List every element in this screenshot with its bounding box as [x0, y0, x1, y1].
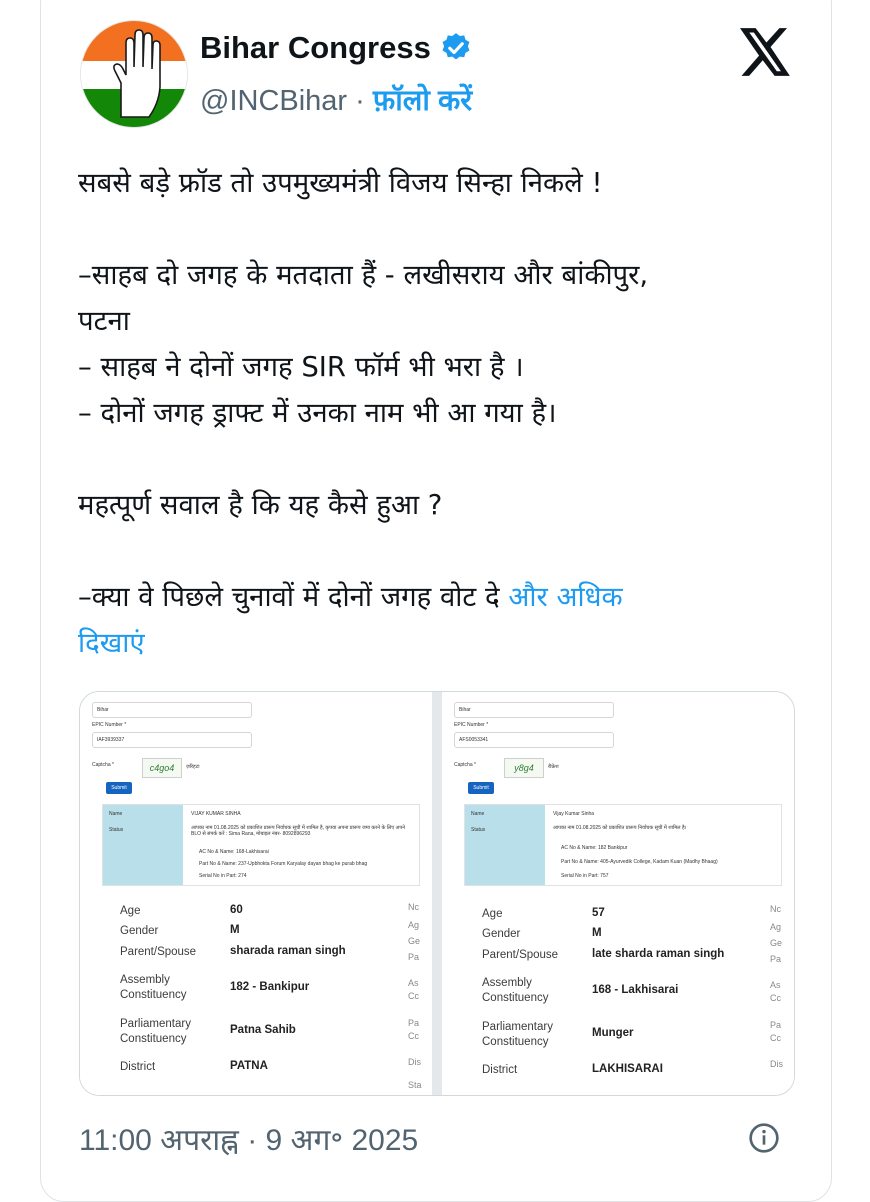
tweet-line: – साहब ने दोनों जगह SIR फॉर्म भी भरा है ।: [78, 351, 524, 383]
detail-label-gender: Gender: [482, 928, 521, 940]
tweet-line: – दोनों जगह ड्राफ्ट में उनका नाम भी आ गया है।: [78, 397, 557, 429]
result-status-label: Status: [109, 827, 124, 833]
account-name-row: [200, 30, 473, 66]
cut-label: Nc: [408, 902, 419, 912]
media-image-right[interactable]: [442, 692, 794, 1095]
detail-value-parliamentary: Patna Sahib: [230, 1024, 296, 1036]
detail-label-district: District: [482, 1064, 518, 1076]
captcha-image: y8g4: [504, 758, 544, 778]
result-name-label: Name: [471, 811, 485, 817]
tweet-date: 9 अग॰ 2025: [265, 1124, 419, 1157]
result-label-column: [465, 805, 545, 885]
cut-label: Pa: [408, 952, 420, 962]
detail-label-assembly-2: Constituency: [120, 989, 187, 1001]
result-part: Part No & Name: 405-Ayurvedik College, Kadam Kuan (Madhy Bhaag): [561, 859, 718, 865]
cut-label: Ge: [408, 936, 421, 946]
state-select: [454, 702, 614, 718]
state-select-value: Bihar: [459, 707, 471, 713]
detail-value-parent: sharada raman singh: [230, 945, 346, 957]
cut-label: Cc: [770, 993, 781, 1003]
epic-label: EPIC Number *: [454, 722, 489, 728]
tweet-timestamp[interactable]: [79, 1118, 418, 1159]
tweet-line: –साहब दो जगह के मतदाता हैं - लखीसराय और बांकीपुर,: [78, 259, 649, 291]
cut-label: Dis: [770, 1059, 783, 1069]
verified-badge-icon: [439, 31, 473, 65]
epic-label: EPIC Number *: [92, 722, 127, 728]
detail-value-parliamentary: Munger: [592, 1027, 634, 1039]
result-box: [102, 804, 420, 886]
result-status-text: आपका नाम 01.08.2025 को प्रकाशित प्रारूप निर्वाचक सूची में शामिल है, कृपया अपना प्रारूप जमा करने के लिए अपने BLO से संपर्क करें : Sima Rana, मोबाइल नंबर- 8092896293: [191, 825, 405, 837]
submit-button: Submit: [106, 782, 132, 794]
x-logo-icon[interactable]: [740, 28, 792, 76]
detail-label-gender: Gender: [120, 925, 159, 937]
detail-label-parliamentary: Parliamentary: [482, 1021, 553, 1033]
follow-button[interactable]: फ़ॉलो करें: [372, 85, 473, 117]
voter-details: [80, 892, 432, 1095]
cut-label: Sta: [408, 1080, 422, 1090]
captcha-image: c4go4: [142, 758, 182, 778]
detail-label-parliamentary: Parliamentary: [120, 1018, 191, 1030]
captcha-label: Captcha *: [92, 762, 114, 768]
cut-label: Ge: [770, 938, 783, 948]
cut-label: Pa: [770, 954, 782, 964]
result-name-value: Vijay Kumar Sinha: [553, 811, 595, 817]
account-handle[interactable]: @INCBihar: [200, 85, 348, 117]
tweet-text: [78, 160, 778, 666]
tweet-time: 11:00 अपराह्न: [79, 1124, 239, 1157]
captcha-refresh: रीफ्रेश: [548, 764, 559, 770]
detail-value-age: 60: [230, 904, 243, 916]
tweet-line: पटना: [78, 305, 130, 337]
tweet-line: महत्पूर्ण सवाल है कि यह कैसे हुआ ?: [78, 489, 443, 521]
detail-label-parent: Parent/Spouse: [120, 946, 197, 958]
cut-label: As: [770, 980, 781, 990]
cut-label: As: [408, 978, 419, 988]
cut-label: Dis: [408, 1057, 421, 1067]
media-divider: [432, 692, 442, 1095]
detail-label-assembly-2: Constituency: [482, 992, 549, 1004]
cut-label: Cc: [408, 1031, 419, 1041]
result-serial: Serial No in Part: 274: [199, 873, 247, 879]
result-label-column: [103, 805, 183, 885]
epic-input: [454, 732, 614, 748]
detail-value-district: PATNA: [230, 1060, 268, 1072]
result-part: Part No & Name: 237-Upbhokta Forum Karyalay dayan bhag ke purab bhag: [199, 861, 368, 867]
result-status-text: आपका नाम 01.08.2025 को प्रकाशित प्रारूप निर्वाचक सूची में शामिल है।: [553, 825, 687, 831]
cut-label: Pa: [408, 1018, 420, 1028]
epic-value: IAF3939337: [97, 737, 125, 743]
result-box: [464, 804, 782, 886]
detail-value-parent: late sharda raman singh: [592, 948, 725, 960]
detail-value-assembly: 182 - Bankipur: [230, 981, 310, 993]
timestamp-separator: ·: [247, 1124, 258, 1157]
epic-value: AFS0053341: [459, 737, 489, 743]
handle-separator: ·: [355, 85, 365, 117]
captcha-refresh: ज़रिहटा: [186, 764, 200, 770]
profile-avatar[interactable]: [80, 20, 188, 128]
tweet-line: सबसे बड़े फ्रॉड तो उपमुख्यमंत्री विजय सिन्हा निकले !: [78, 167, 603, 199]
show-more-link-2[interactable]: दिखाएं: [78, 627, 145, 659]
detail-value-gender: M: [230, 924, 240, 936]
state-select: [92, 702, 252, 718]
detail-label-district: District: [120, 1061, 156, 1073]
cut-label: Ag: [408, 920, 420, 930]
captcha-label: Captcha *: [454, 762, 476, 768]
state-select-value: Bihar: [97, 707, 109, 713]
voter-details: [442, 892, 794, 1095]
detail-label-parent: Parent/Spouse: [482, 949, 559, 961]
detail-value-age: 57: [592, 907, 605, 919]
detail-value-assembly: 168 - Lakhisarai: [592, 984, 679, 996]
tweet-line: [78, 574, 778, 620]
epic-input: [92, 732, 252, 748]
tweet-media[interactable]: [79, 691, 795, 1096]
info-icon[interactable]: [748, 1122, 780, 1154]
detail-label-age: Age: [482, 908, 503, 920]
account-name[interactable]: Bihar Congress: [200, 30, 431, 65]
detail-label-assembly: Assembly: [482, 977, 532, 989]
cut-label: Nc: [770, 904, 781, 914]
congress-hand-logo-icon: [81, 21, 187, 127]
cut-label: Cc: [408, 991, 419, 1001]
result-ac: AC No & Name: 182 Bankipur: [561, 845, 628, 851]
show-more-link[interactable]: और अधिक: [508, 581, 623, 613]
result-ac: AC No & Name: 168-Lakhisarai: [199, 849, 269, 855]
cut-label: Ag: [770, 922, 782, 932]
handle-row: [200, 80, 472, 119]
cut-label: Pa: [770, 1020, 782, 1030]
tweet-line: [78, 620, 778, 666]
detail-label-parliamentary-2: Constituency: [482, 1036, 549, 1048]
submit-button: Submit: [468, 782, 494, 794]
result-serial: Serial No in Part: 757: [561, 873, 609, 879]
cut-label: Cc: [770, 1033, 781, 1043]
detail-label-age: Age: [120, 905, 141, 917]
media-image-left[interactable]: [80, 692, 432, 1095]
result-name-label: Name: [109, 811, 123, 817]
detail-value-district: LAKHISARAI: [592, 1063, 663, 1075]
result-status-label: Status: [471, 827, 486, 833]
result-name-value: VIJAY KUMAR SINHA: [191, 811, 241, 817]
detail-value-gender: M: [592, 927, 602, 939]
tweet-line-text: –क्या वे पिछले चुनावों में दोनों जगह वोट दे: [78, 581, 500, 613]
detail-label-assembly: Assembly: [120, 974, 170, 986]
detail-label-parliamentary-2: Constituency: [120, 1033, 187, 1045]
